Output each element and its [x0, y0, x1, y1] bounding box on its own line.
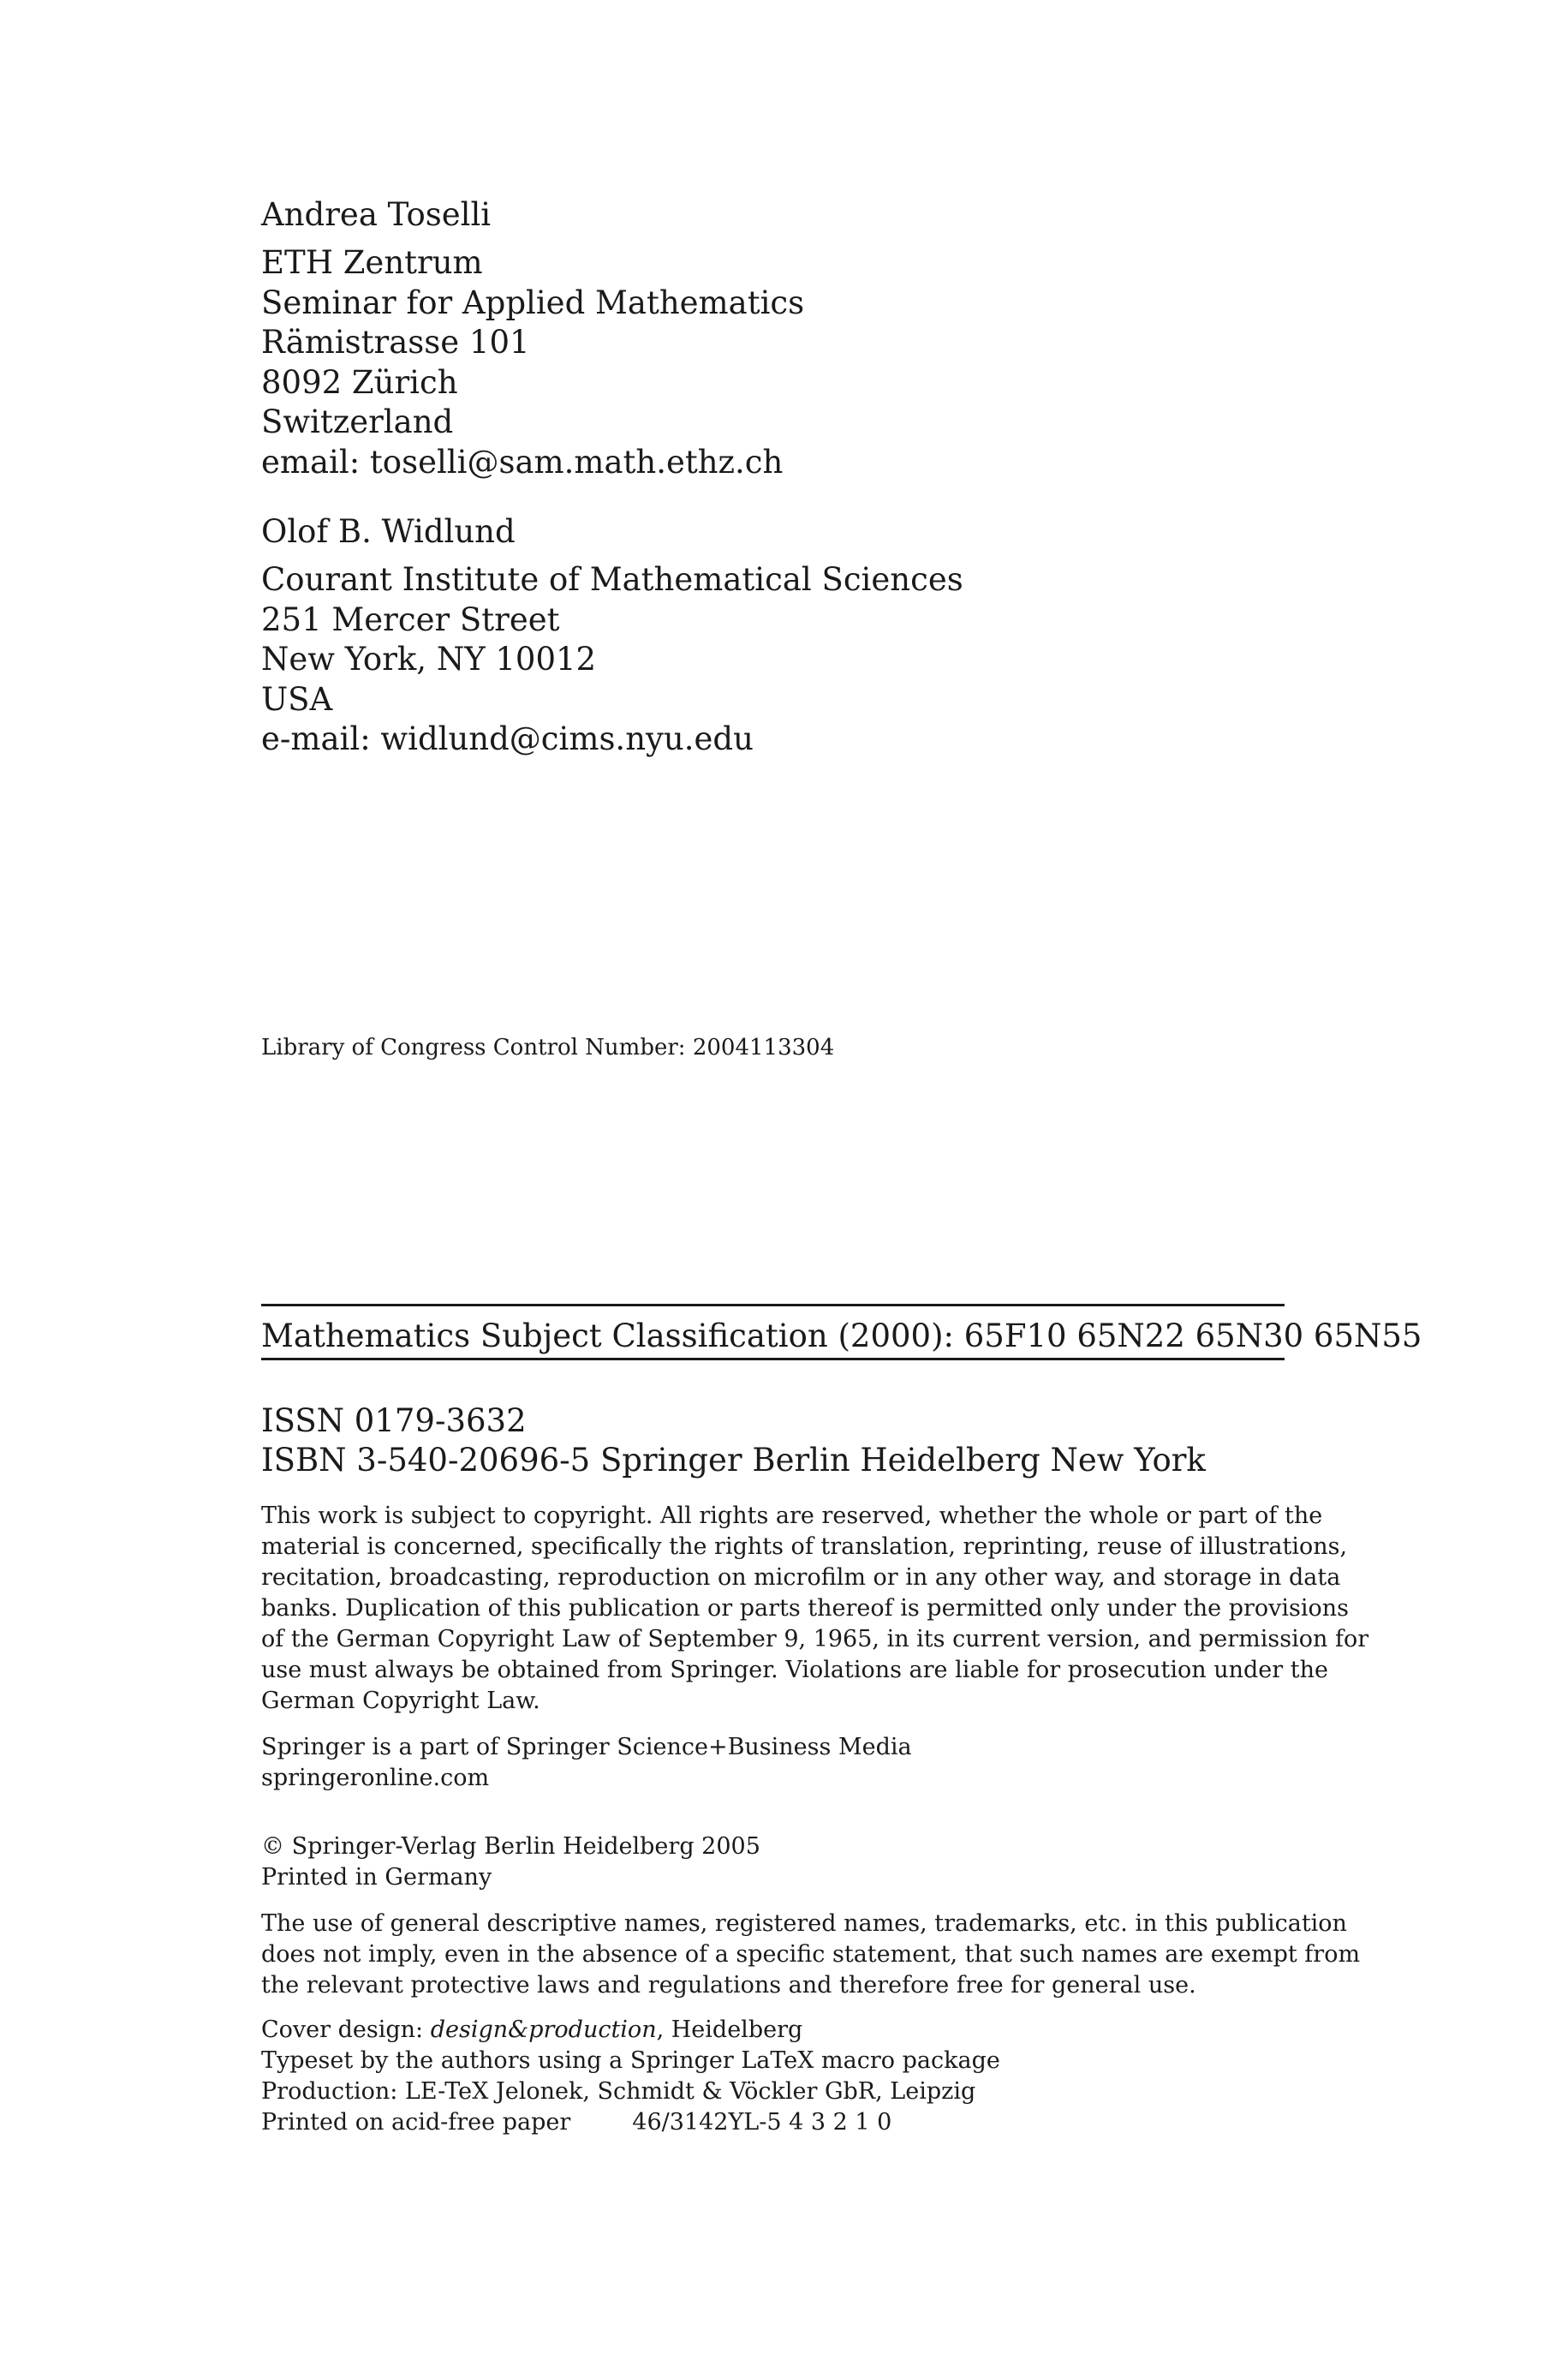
copyright-block — [261, 1831, 1285, 1893]
address-line: ETH Zentrum — [261, 244, 483, 281]
author-name: Olof B. Widlund — [261, 513, 516, 550]
email-line: e-mail: widlund@cims.nyu.edu — [261, 720, 754, 757]
production-line: Production: LE-TeX Jelonek, Schmidt & Vöckler GbR, Leipzig — [261, 2078, 976, 2105]
address-line: USA — [261, 680, 333, 718]
cover-city: , Heidelberg — [656, 2017, 803, 2043]
author-block-toselli — [261, 195, 1285, 482]
address-line: Rämistrasse 101 — [261, 324, 530, 361]
springer-block — [261, 1732, 1285, 1794]
isbn-line: ISBN 3-540-20696-5 Springer Berlin Heidelberg New York — [261, 1442, 1206, 1479]
cover-design-line — [261, 2015, 1285, 2046]
notice-line: does not imply, even in the absence of a specific statement, that such names are exempt from — [261, 1941, 1361, 1968]
lccn-line: Library of Congress Control Number: 2004113304 — [261, 1035, 835, 1061]
address-line: Courant Institute of Mathematical Sciences — [261, 561, 963, 598]
address-line: Switzerland — [261, 403, 454, 440]
author-block-widlund — [261, 512, 1285, 760]
printing-code: 46/3142YL-5 4 3 2 1 0 — [632, 2109, 892, 2136]
copyright-line: © Springer-Verlag Berlin Heidelberg 2005 — [261, 1833, 760, 1860]
author-address — [261, 243, 1285, 482]
springer-line: Springer is a part of Springer Science+Business Media — [261, 1734, 912, 1760]
notice-line: The use of general descriptive names, registered names, trademarks, etc. in this publication — [261, 1910, 1347, 1937]
website-line: springeronline.com — [261, 1765, 490, 1791]
names-notice — [261, 1909, 1361, 2001]
notice-line: use must always be obtained from Springer. Violations are liable for prosecution under the — [261, 1657, 1328, 1683]
notice-line: material is concerned, specifically the rights of translation, reprinting, reuse of illustrations, — [261, 1533, 1348, 1560]
notice-line: the relevant protective laws and regulations and therefore free for general use. — [261, 1972, 1196, 1999]
copyright-notice — [261, 1501, 1369, 1717]
paper-text: Printed on acid-free paper — [261, 2109, 571, 2136]
printed-line: Printed in Germany — [261, 1864, 492, 1891]
author-name: Andrea Toselli — [261, 196, 492, 233]
issn-line: ISSN 0179-3632 — [261, 1402, 527, 1439]
cover-designer: design&production — [430, 2017, 657, 2043]
notice-line: banks. Duplication of this publication or parts thereof is permitted only under the provisions — [261, 1595, 1350, 1622]
address-line: 8092 Zürich — [261, 363, 458, 401]
notice-line: of the German Copyright Law of September 9, 1965, in its current version, and permission for — [261, 1626, 1369, 1652]
email-line: email: toselli@sam.math.ethz.ch — [261, 443, 784, 481]
author-address — [261, 560, 1285, 760]
paper-line — [261, 2107, 1285, 2138]
address-line: Seminar for Applied Mathematics — [261, 284, 805, 321]
msc-line: Mathematics Subject Classification (2000): 65F10 65N22 65N30 65N55 — [261, 1304, 1285, 1360]
address-line: New York, NY 10012 — [261, 641, 597, 678]
notice-line: German Copyright Law. — [261, 1688, 540, 1714]
notice-line: This work is subject to copyright. All rights are reserved, whether the whole or part of the — [261, 1503, 1323, 1529]
identifiers — [261, 1401, 1285, 1480]
typeset-line: Typeset by the authors using a Springer LaTeX macro package — [261, 2047, 1000, 2074]
cover-label: Cover design: — [261, 2017, 431, 2043]
notice-line: recitation, broadcasting, reproduction on microfilm or in any other way, and storage in data — [261, 1564, 1341, 1591]
address-line: 251 Mercer Street — [261, 600, 560, 638]
colophon — [261, 2015, 1285, 2138]
